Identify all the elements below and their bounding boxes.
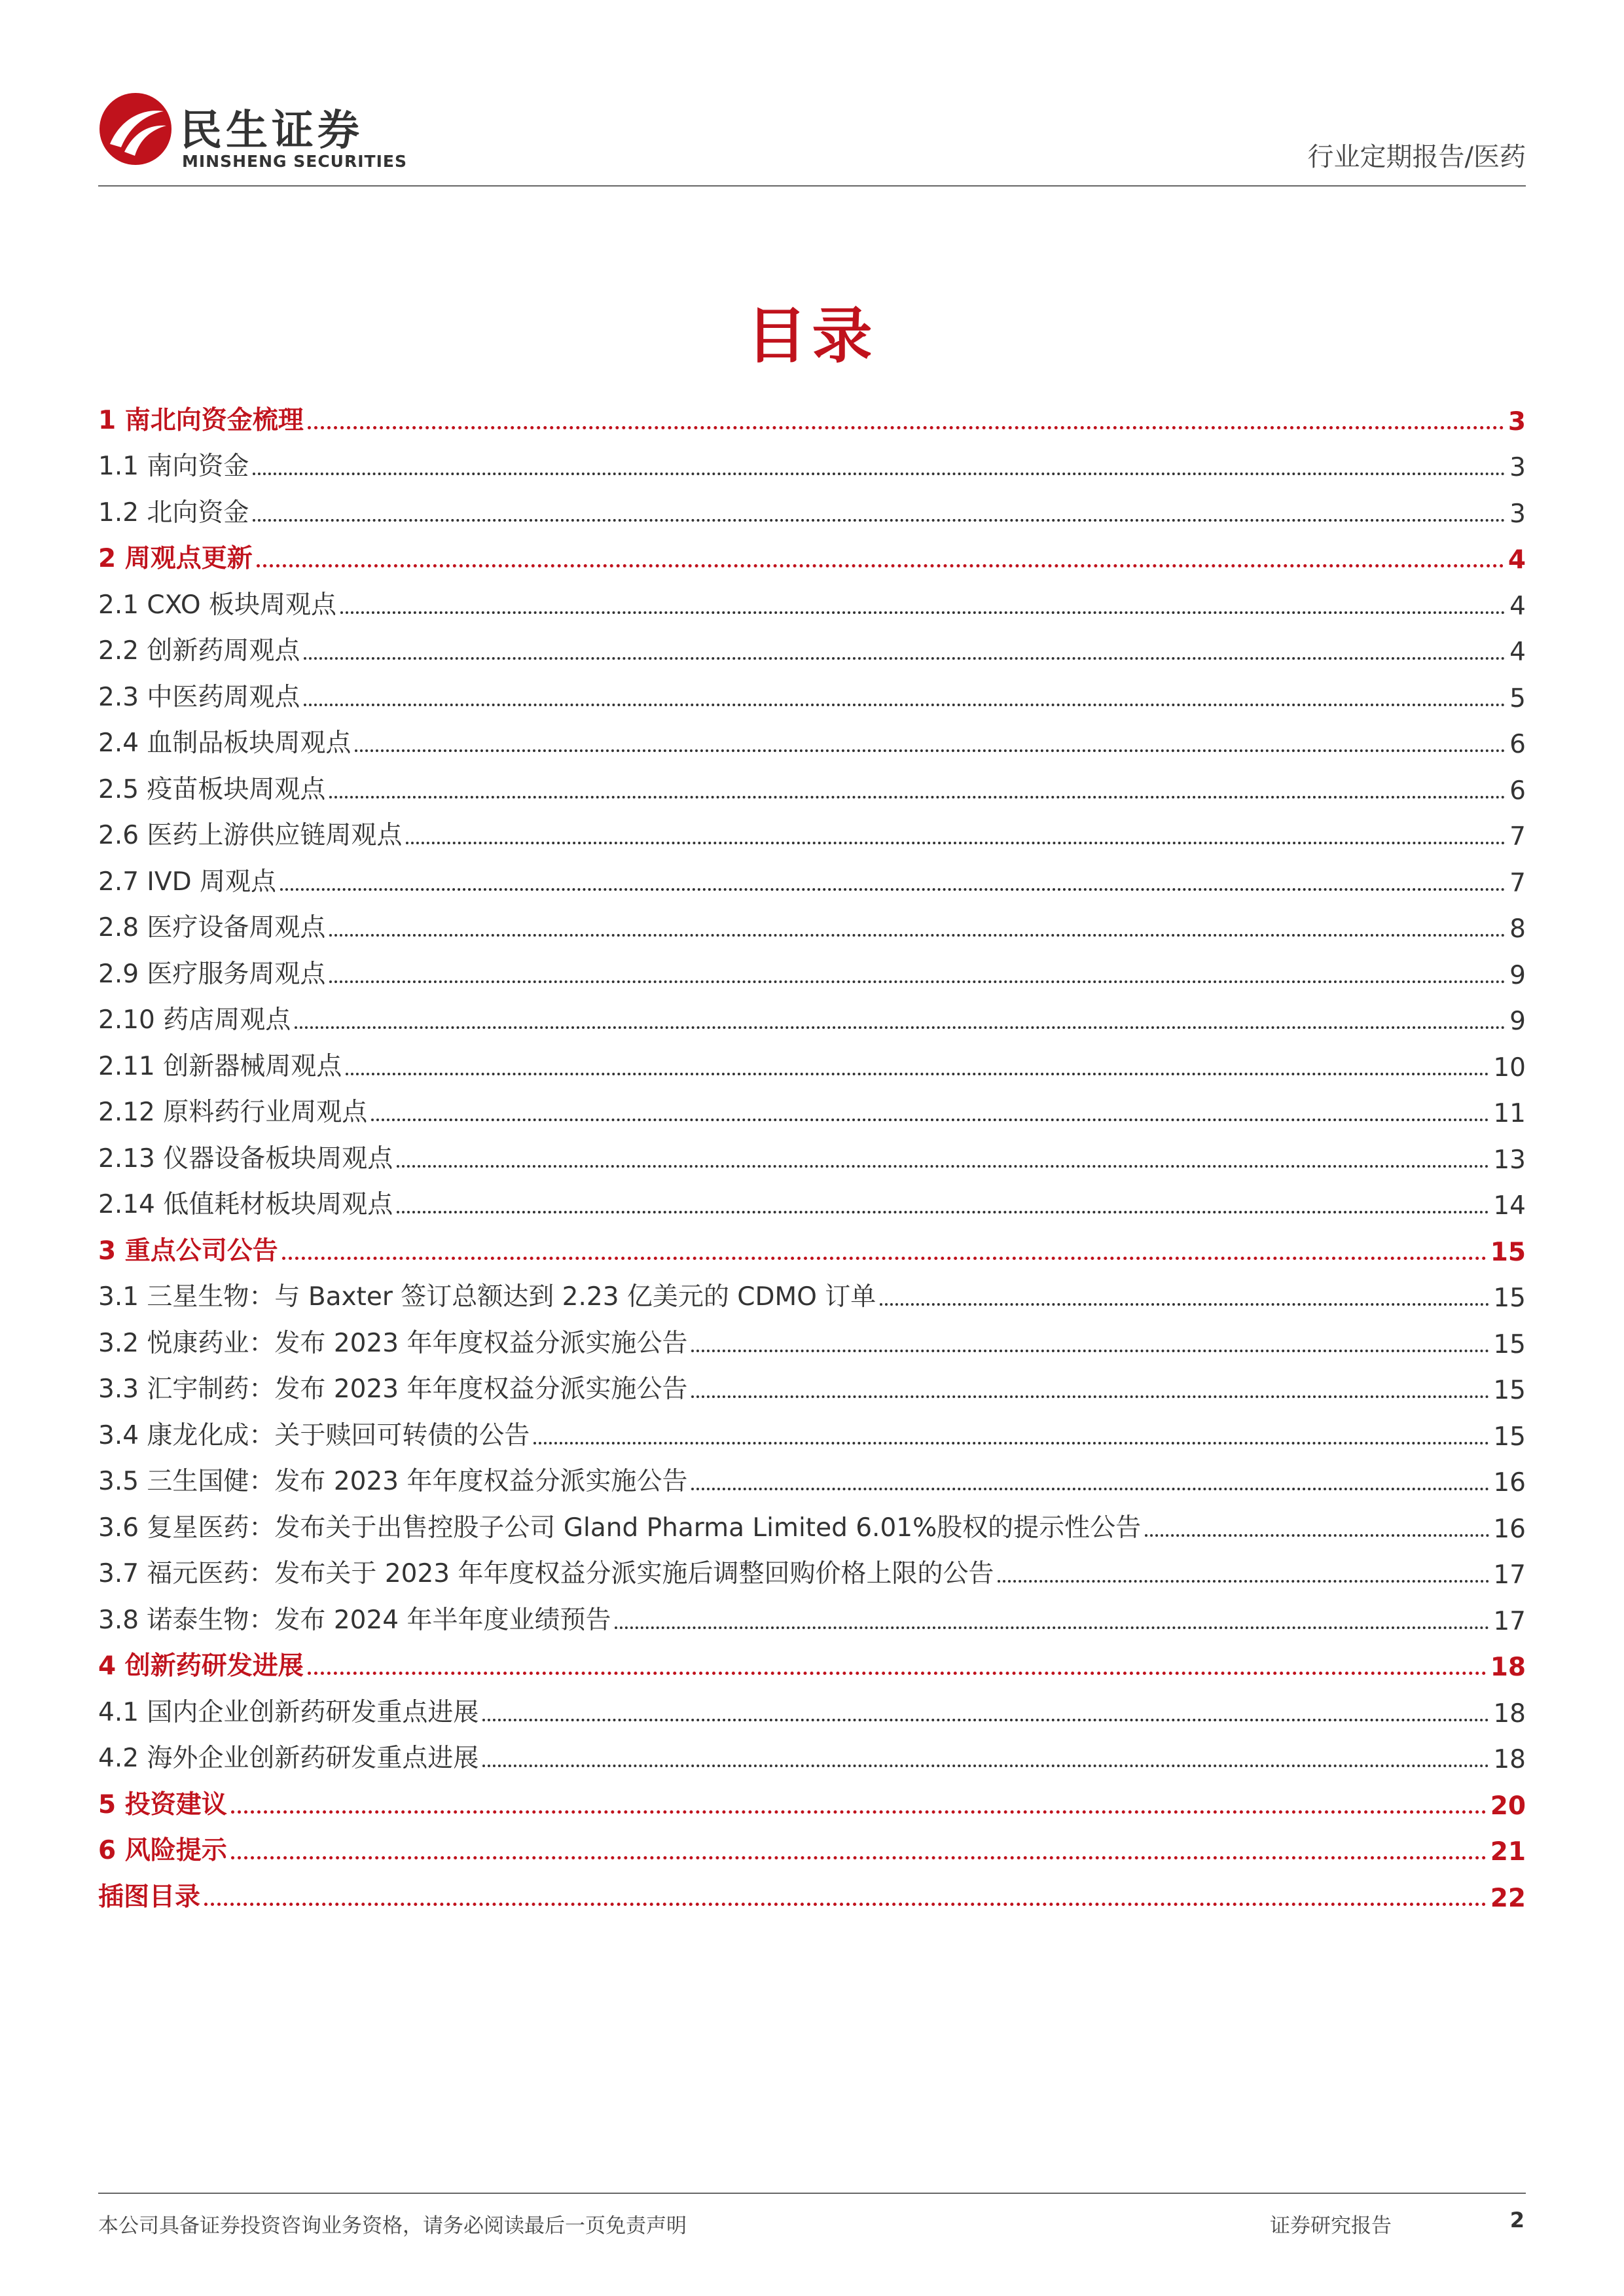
toc-dot-leader — [615, 1626, 1489, 1629]
toc-entry-page: 18 — [1493, 1698, 1526, 1729]
toc-entry-page: 4 — [1509, 637, 1526, 667]
toc-entry-title: 2.2 创新药周观点 — [98, 636, 300, 666]
toc-entry-page: 15 — [1490, 1237, 1526, 1267]
toc-dot-leader — [329, 934, 1506, 937]
toc-entry[interactable] — [98, 390, 1526, 437]
toc-entry[interactable] — [98, 990, 1526, 1037]
toc-dot-leader — [329, 796, 1506, 798]
toc-dot-leader — [340, 611, 1506, 614]
toc-entry-title: 2.4 血制品板块周观点 — [98, 728, 352, 758]
toc-entry-title: 3.1 三星生物：与 Baxter 签订总额达到 2.23 亿美元的 CDMO 订单 — [98, 1282, 876, 1312]
toc-entry[interactable] — [98, 944, 1526, 990]
toc-entry-page: 22 — [1490, 1883, 1526, 1913]
toc-dot-leader — [355, 749, 1506, 752]
toc-entry-page: 5 — [1509, 683, 1526, 713]
toc-entry-page: 6 — [1509, 730, 1526, 759]
logo-text-cn: 民生证券 — [180, 107, 363, 155]
header-divider — [98, 185, 1526, 187]
toc-dot-leader — [397, 1165, 1489, 1168]
toc-entry-title: 5 投资建议 — [98, 1789, 227, 1820]
toc-entry-title: 2.3 中医药周观点 — [98, 682, 300, 712]
toc-entry[interactable] — [98, 1498, 1526, 1544]
toc-entry[interactable] — [98, 1544, 1526, 1590]
toc-entry-title: 6 风险提示 — [98, 1836, 227, 1865]
toc-entry[interactable] — [98, 1083, 1526, 1129]
toc-entry[interactable] — [98, 759, 1526, 806]
toc-entry-page: 15 — [1493, 1283, 1526, 1313]
toc-entry-title: 2.12 原料药行业周观点 — [98, 1098, 368, 1127]
toc-entry-page: 14 — [1493, 1191, 1526, 1221]
toc-entry-title: 2.7 IVD 周观点 — [98, 867, 277, 897]
toc-entry-page: 7 — [1509, 822, 1526, 852]
toc-entry-title: 3.5 三生国健：发布 2023 年年度权益分派实施公告 — [98, 1467, 688, 1496]
toc-entry[interactable] — [98, 1867, 1526, 1913]
toc-entry-title: 3.6 复星医药：发布关于出售控股子公司 Gland Pharma Limited 6.01%股权的提示性公告 — [98, 1513, 1142, 1543]
toc-entry[interactable] — [98, 1452, 1526, 1498]
table-of-contents — [98, 390, 1526, 1913]
toc-entry-title: 4 创新药研发进展 — [98, 1651, 304, 1681]
toc-entry[interactable] — [98, 806, 1526, 852]
toc-entry[interactable] — [98, 1636, 1526, 1683]
toc-entry-title: 2.1 CXO 板块周观点 — [98, 590, 336, 620]
toc-dot-leader — [204, 1903, 1487, 1906]
toc-dot-leader — [1145, 1534, 1489, 1537]
toc-entry[interactable] — [98, 898, 1526, 944]
toc-dot-leader — [482, 1719, 1489, 1721]
toc-entry-page: 6 — [1509, 776, 1526, 806]
report-type-label: 行业定期报告/医药 — [1307, 142, 1526, 172]
toc-entry-title: 3.2 悦康药业：发布 2023 年年度权益分派实施公告 — [98, 1328, 688, 1358]
toc-entry-page: 3 — [1509, 453, 1526, 482]
toc-entry-page: 21 — [1490, 1837, 1526, 1867]
toc-entry[interactable] — [98, 713, 1526, 760]
toc-dot-leader — [371, 1119, 1489, 1121]
toc-entry-title: 3 重点公司公告 — [98, 1236, 278, 1266]
toc-dot-leader — [308, 1672, 1487, 1675]
toc-dot-leader — [253, 473, 1506, 475]
toc-entry-title: 2.11 创新器械周观点 — [98, 1051, 342, 1081]
toc-dot-leader — [691, 1488, 1489, 1490]
toc-entry-title: 1.1 南向资金 — [98, 452, 249, 481]
logo-text-en: MINSHENG SECURITIES — [182, 152, 407, 171]
toc-dot-leader — [295, 1026, 1506, 1029]
toc-entry-page: 20 — [1490, 1791, 1526, 1821]
toc-entry[interactable] — [98, 1175, 1526, 1221]
toc-entry-page: 8 — [1509, 914, 1526, 944]
toc-entry-title: 2.10 药店周观点 — [98, 1005, 291, 1035]
toc-entry-page: 11 — [1493, 1099, 1526, 1128]
footer-disclaimer: 本公司具备证券投资咨询业务资格，请务必阅读最后一页免责声明 — [98, 2214, 687, 2238]
toc-dot-leader — [231, 1810, 1487, 1814]
toc-entry-page: 9 — [1509, 1007, 1526, 1036]
toc-entry-page: 16 — [1493, 1514, 1526, 1544]
toc-entry[interactable] — [98, 1590, 1526, 1636]
toc-entry[interactable] — [98, 1128, 1526, 1175]
toc-dot-leader — [397, 1211, 1489, 1213]
toc-dot-leader — [691, 1395, 1489, 1398]
toc-dot-leader — [482, 1765, 1489, 1767]
toc-entry-title: 3.7 福元医药：发布关于 2023 年年度权益分派实施后调整回购价格上限的公告 — [98, 1559, 994, 1588]
toc-dot-leader — [257, 564, 1504, 567]
toc-entry-page: 4 — [1507, 545, 1526, 575]
toc-dot-leader — [329, 980, 1506, 983]
toc-dot-leader — [304, 704, 1506, 706]
toc-dot-leader — [308, 426, 1504, 429]
page-number: 2 — [1509, 2208, 1525, 2233]
toc-entry-title: 4.1 国内企业创新药研发重点进展 — [98, 1697, 479, 1727]
toc-entry[interactable] — [98, 529, 1526, 575]
toc-dot-leader — [280, 888, 1506, 891]
toc-dot-leader — [346, 1073, 1489, 1075]
toc-entry[interactable] — [98, 1221, 1526, 1267]
footer-divider — [98, 2193, 1526, 2194]
toc-dot-leader — [880, 1303, 1489, 1306]
toc-entry-title: 1 南北向资金梳理 — [98, 405, 304, 435]
toc-dot-leader — [691, 1350, 1489, 1352]
toc-entry-page: 9 — [1509, 960, 1526, 990]
toc-entry[interactable] — [98, 1821, 1526, 1867]
toc-entry[interactable] — [98, 1036, 1526, 1083]
toc-entry-title: 3.3 汇宇制药：发布 2023 年年度权益分派实施公告 — [98, 1374, 688, 1404]
toc-entry-page: 3 — [1509, 499, 1526, 529]
toc-entry[interactable] — [98, 1774, 1526, 1821]
toc-entry-page: 15 — [1493, 1329, 1526, 1359]
company-logo — [98, 92, 407, 183]
toc-entry[interactable] — [98, 621, 1526, 668]
toc-entry-title: 3.8 诺泰生物：发布 2024 年半年度业绩预告 — [98, 1605, 611, 1635]
toc-entry-title: 2.13 仪器设备板块周观点 — [98, 1143, 393, 1174]
toc-entry-title: 4.2 海外企业创新药研发重点进展 — [98, 1744, 479, 1773]
toc-entry-page: 17 — [1493, 1560, 1526, 1590]
toc-entry[interactable] — [98, 437, 1526, 483]
toc-entry-page: 16 — [1493, 1468, 1526, 1498]
toc-entry[interactable] — [98, 1313, 1526, 1359]
toc-entry[interactable] — [98, 1682, 1526, 1729]
toc-entry-page: 4 — [1509, 591, 1526, 621]
toc-entry-page: 18 — [1493, 1745, 1526, 1774]
toc-entry[interactable] — [98, 1359, 1526, 1406]
toc-dot-leader — [231, 1856, 1487, 1859]
toc-entry-page: 13 — [1493, 1145, 1526, 1175]
toc-entry[interactable] — [98, 1405, 1526, 1452]
toc-entry-page: 3 — [1507, 406, 1526, 437]
toc-entry-page: 15 — [1493, 1422, 1526, 1452]
toc-entry-title: 2.14 低值耗材板块周观点 — [98, 1190, 393, 1219]
toc-entry-title: 2.5 疫苗板块周观点 — [98, 774, 326, 804]
toc-dot-leader — [282, 1257, 1487, 1260]
toc-entry-title: 2.9 医疗服务周观点 — [98, 959, 326, 989]
toc-entry-title: 1.2 北向资金 — [98, 497, 249, 528]
toc-dot-leader — [998, 1580, 1489, 1583]
toc-entry[interactable] — [98, 482, 1526, 529]
toc-entry-title: 2.6 医药上游供应链周观点 — [98, 821, 403, 850]
toc-dot-leader — [304, 657, 1506, 660]
toc-entry-page: 17 — [1493, 1606, 1526, 1636]
toc-entry-title: 插图目录 — [98, 1882, 201, 1912]
toc-entry-page: 7 — [1509, 868, 1526, 898]
toc-dot-leader — [406, 842, 1506, 844]
page-title: 目录 — [746, 301, 878, 371]
toc-entry-page: 10 — [1493, 1052, 1526, 1083]
toc-entry-page: 18 — [1490, 1653, 1526, 1682]
toc-entry[interactable] — [98, 667, 1526, 713]
toc-entry-title: 2 周观点更新 — [98, 544, 253, 573]
toc-entry[interactable] — [98, 1729, 1526, 1775]
footer-doc-type: 证券研究报告 — [1270, 2214, 1392, 2238]
logo-emblem-icon — [98, 92, 173, 167]
toc-entry[interactable] — [98, 575, 1526, 621]
toc-entry-title: 3.4 康龙化成：关于赎回可转债的公告 — [98, 1420, 530, 1450]
toc-entry[interactable] — [98, 1267, 1526, 1314]
toc-dot-leader — [533, 1442, 1489, 1444]
toc-dot-leader — [253, 519, 1506, 522]
toc-entry-title: 2.8 医疗设备周观点 — [98, 913, 326, 942]
toc-entry-page: 15 — [1493, 1376, 1526, 1405]
toc-entry[interactable] — [98, 852, 1526, 898]
